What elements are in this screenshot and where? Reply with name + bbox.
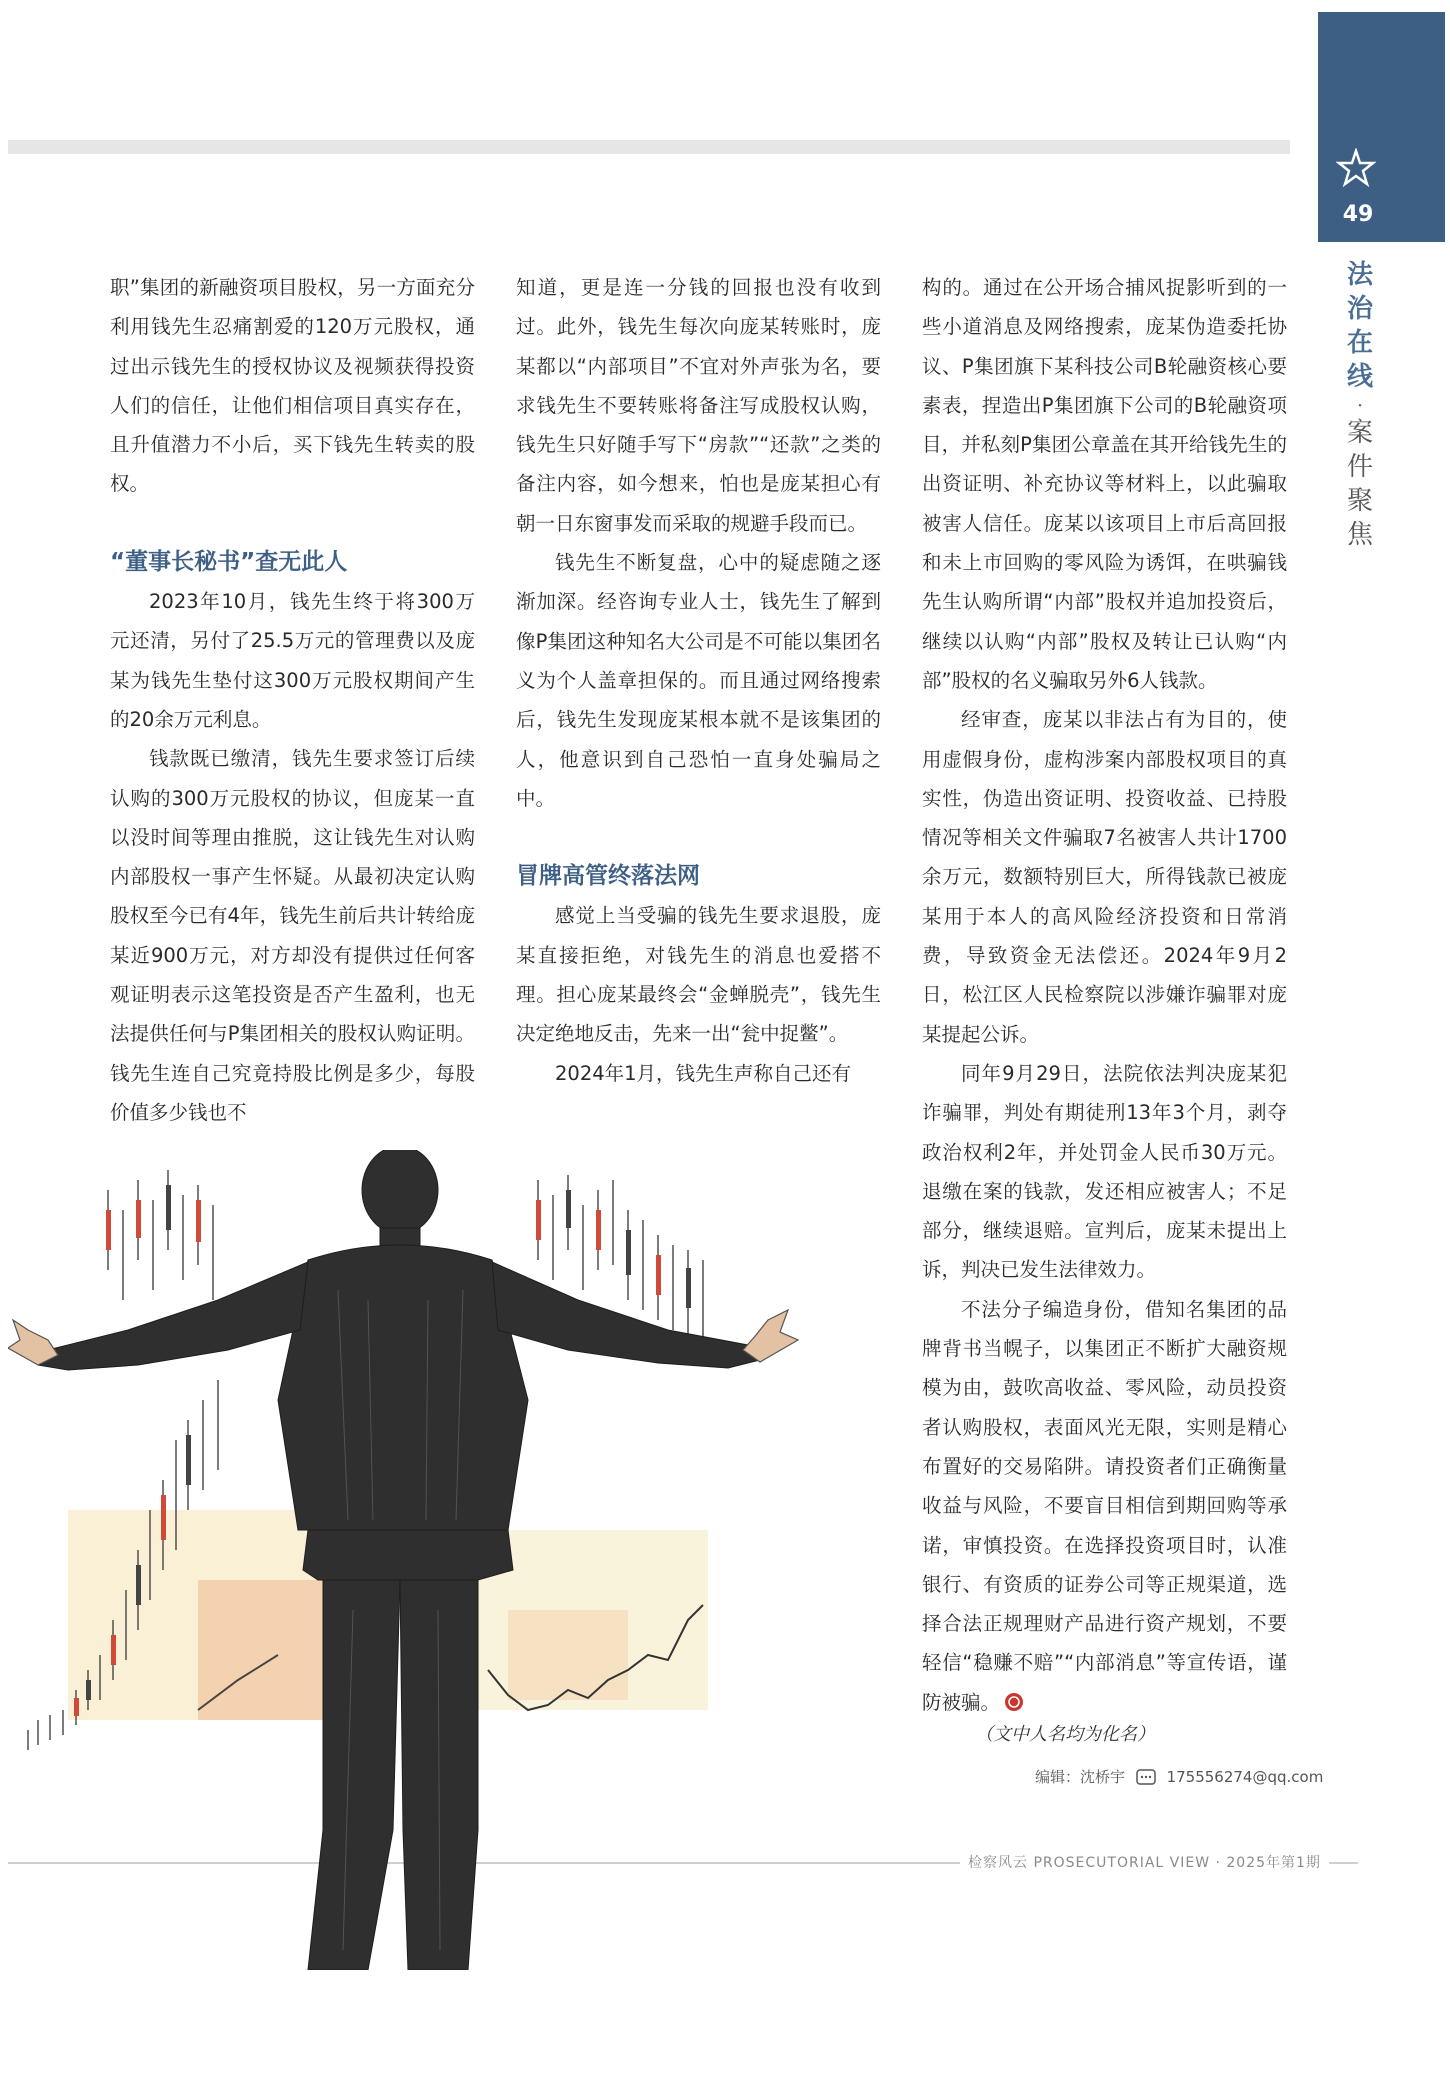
paragraph: 经审查，庞某以非法占有为目的，使用虚假身份，虚构涉案内部股权项目的真实性，伪造出资证明、投资收益、已持股情况等相关文件骗取7名被害人共计1700余万元，数额特别巨大，所得钱款已被庞某用于本人的高风险经济投资和日常消费，导致资金无法偿还。2024年9月2日，松江区人民检察院以涉嫌诈骗罪对庞某提起公诉。 <box>922 708 1287 1046</box>
paragraph-text: 不法分子编造身份，借知名集团的品牌背书当幌子，以集团正不断扩大融资规模为由，鼓吹高收益、零风险，动员投资者认购股权，表面风光无限，实则是精心布置好的交易陷阱。请投资者们正确衡量收益与风险，不要盲目相信到期回购等承诺，审慎投资。在选择投资项目时，认准银行、有资质的证券公司等正规渠道，选择合法正规理财产品进行资产规划，不要轻信“稳赚不赔”“内部消息”等宣传语，谨防被骗。 <box>922 1297 1287 1714</box>
paragraph: 感觉上当受骗的钱先生要求退股，庞某直接拒绝，对钱先生的消息也爱搭不理。担心庞某最终会“金蝉脱壳”，钱先生决定绝地反击，先来一出“瓮中捉鳖”。 <box>516 904 881 1046</box>
section-sub: 案件聚焦 <box>1346 418 1373 550</box>
paragraph: 钱先生不断复盘，心中的疑虑随之逐渐加深。经咨询专业人士，钱先生了解到像P集团这种知名大公司是不可能以集团名义为个人盖章担保的。而且通过网络搜索后，钱先生发现庞某根本就不是该集团的人，他意识到自己恐怕一直身处骗局之中。 <box>516 551 881 810</box>
subheading: 冒牌高管终落法网 <box>516 863 700 890</box>
paragraph-last <box>922 1290 1287 1722</box>
paragraph: 构的。通过在公开场合捕风捉影听到的一些小道消息及网络搜索，庞某伪造委托协议、P集团旗下某科技公司B轮融资核心要素表，捏造出P集团旗下公司的B轮融资项目，并私刻P集团公章盖在其开给钱先生的出资证明、补充协议等材料上，以此骗取被害人信任。庞某以该项目上市后高回报和未上市回购的零风险为诱饵，在哄骗钱先生认购所谓“内部”股权并追加投资后，继续以认购“内部”股权及转让已认购“内部”股权的名义骗取另外6人钱款。 <box>922 276 1287 692</box>
paragraph: 2023年10月，钱先生终于将300万元还清，另付了25.5万元的管理费以及庞某为钱先生垫付这300万元股权期间产生的20余万元利息。 <box>110 590 475 731</box>
top-rule <box>8 140 1290 154</box>
editor-credit <box>1035 1766 1323 1787</box>
paragraph: 钱款既已缴清，钱先生要求签订后续认购的300万元股权的协议，但庞某一直以没时间等理由推脱，这让钱先生对认购内部股权一事产生怀疑。从最初决定认购股权至今已有4年，钱先生前后共计转给庞某近900万元，对方却没有提供过任何客观证明表示这笔投资是否产生盈利，也无法提供任何与P集团相关的股权认购证明。钱先生连自己究竟持股比例是多少，每股价值多少钱也不 <box>110 747 475 1124</box>
end-seal-icon <box>1004 1692 1024 1712</box>
star-icon <box>1336 148 1376 188</box>
editor-email: 175556274@qq.com <box>1166 1768 1324 1786</box>
paragraph: 同年9月29日，法院依法判决庞某犯诈骗罪，判处有期徒刑13年3个月，剥夺政治权利2年，并处罚金人民币30万元。退缴在案的钱款，发还相应被害人；不足部分，继续退赔。宣判后，庞某未提出上诉，判决已发生法律效力。 <box>922 1061 1287 1282</box>
editor-name: 编辑：沈桥宇 <box>1035 1768 1126 1786</box>
paragraph: 知道，更是连一分钱的回报也没有收到过。此外，钱先生每次向庞某转账时，庞某都以“内部项目”不宜对外声张为名，要求钱先生不要转账将备注写成股权认购，钱先生只好随手写下“房款”“还款”之类的备注内容，如今想来，怕也是庞某担心有朝一日东窗事发而采取的规避手段而已。 <box>516 276 881 535</box>
paragraph: 职”集团的新融资项目股权，另一方面充分利用钱先生忍痛割爱的120万元股权，通过出示钱先生的授权协议及视频获得投资人们的信任，让他们相信项目真实存在，且升值潜力不小后，买下钱先生转卖的股权。 <box>110 276 475 496</box>
businessman-stock-chart-illustration <box>8 1150 808 1970</box>
author-note: （文中人名均为化名） <box>975 1724 1155 1745</box>
section-dot: · <box>1356 393 1364 417</box>
article-column-2 <box>516 268 881 1093</box>
page-number: 49 <box>1342 202 1374 227</box>
paragraph: 2024年1月，钱先生声称自己还有 <box>555 1061 852 1085</box>
article-column-3 <box>922 268 1287 1722</box>
subheading: “董事长秘书”查无此人 <box>110 548 348 575</box>
footer-text: 检察风云 PROSECUTORIAL VIEW · 2025年第1期 <box>960 1852 1329 1872</box>
section-main: 法治在线 <box>1346 260 1373 392</box>
article-column-1 <box>110 268 475 1132</box>
section-label <box>1340 258 1380 552</box>
mail-icon <box>1136 1769 1156 1785</box>
